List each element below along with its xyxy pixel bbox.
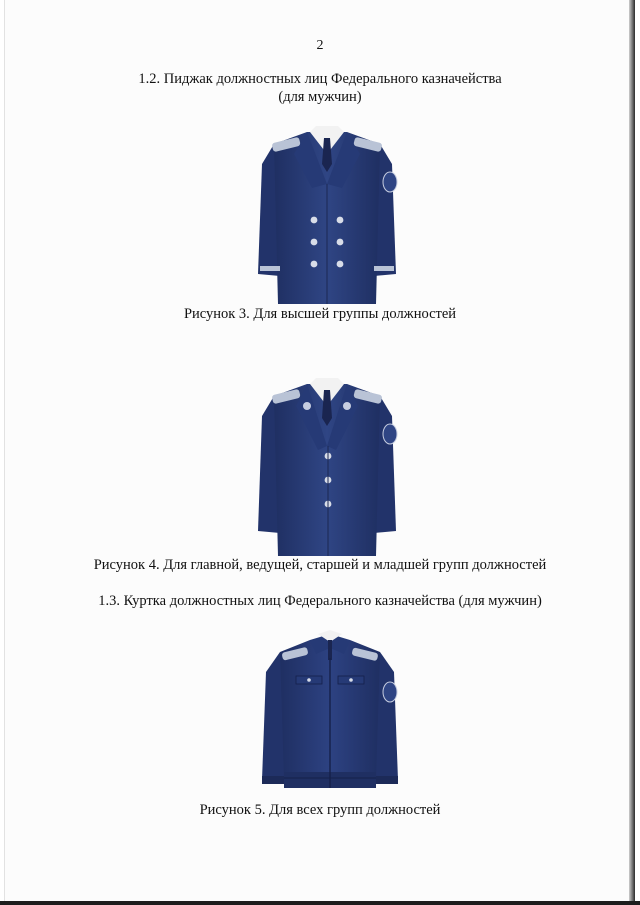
scan-edge <box>629 0 635 905</box>
figure-5-caption: Рисунок 5. Для всех групп должностей <box>199 802 441 818</box>
scan-edge-bottom <box>0 901 640 905</box>
section-1-2-subtitle: (для мужчин) <box>278 89 362 105</box>
double-breasted-jacket-illustration <box>252 124 402 304</box>
figure-4-caption: Рисунок 4. Для главной, ведущей, старшей и младшей групп должностей <box>93 557 547 573</box>
section-1-2-title: 1.2. Пиджак должностных лиц Федерального казначейства <box>138 71 502 87</box>
single-breasted-jacket-illustration <box>252 376 402 556</box>
zip-jacket-illustration <box>256 630 404 800</box>
section-1-3-title: 1.3. Куртка должностных лиц Федерального казначейства (для мужчин) <box>98 593 542 609</box>
page-number: 2 <box>316 38 324 53</box>
figure-3-caption: Рисунок 3. Для высшей группы должностей <box>183 306 457 322</box>
